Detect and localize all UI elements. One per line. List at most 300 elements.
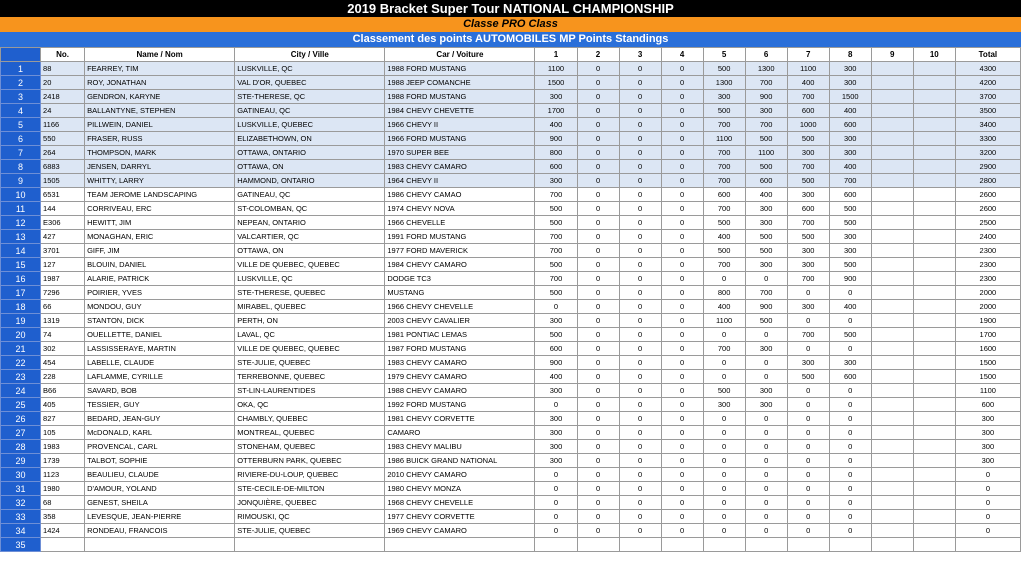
car-model-cell: 1981 PONTIAC LEMAS (385, 328, 535, 342)
rank-cell: 24 (1, 384, 41, 398)
round-4-points-cell: 0 (661, 188, 703, 202)
round-1-points-cell: 700 (535, 244, 577, 258)
rank-cell: 28 (1, 440, 41, 454)
column-header: Name / Nom (85, 48, 235, 62)
round-7-points-cell: 500 (787, 174, 829, 188)
round-2-points-cell: 0 (577, 118, 619, 132)
round-8-points-cell: 0 (829, 286, 871, 300)
round-5-points-cell: 700 (703, 258, 745, 272)
round-3-points-cell: 0 (619, 272, 661, 286)
round-9-points-cell (871, 62, 913, 76)
city-cell: LAVAL, QC (235, 328, 385, 342)
round-8-points-cell: 600 (829, 188, 871, 202)
round-2-points-cell (577, 538, 619, 552)
driver-name-cell: BLOUIN, DANIEL (85, 258, 235, 272)
round-9-points-cell (871, 426, 913, 440)
round-5-points-cell: 400 (703, 230, 745, 244)
round-9-points-cell (871, 342, 913, 356)
city-cell: LUSKVILLE, QC (235, 62, 385, 76)
round-7-points-cell: 500 (787, 370, 829, 384)
round-10-points-cell (913, 286, 955, 300)
total-points-cell: 1500 (955, 356, 1020, 370)
driver-name-cell: WHITTY, LARRY (85, 174, 235, 188)
round-7-points-cell: 700 (787, 160, 829, 174)
driver-name-cell: D'AMOUR, YOLAND (85, 482, 235, 496)
round-8-points-cell: 300 (829, 230, 871, 244)
table-row (1, 468, 1021, 482)
total-points-cell: 2000 (955, 300, 1020, 314)
total-points-cell: 2600 (955, 202, 1020, 216)
table-row (1, 314, 1021, 328)
column-header: 8 (829, 48, 871, 62)
car-number-cell: 1123 (41, 468, 85, 482)
round-2-points-cell: 0 (577, 426, 619, 440)
round-6-points-cell: 500 (745, 244, 787, 258)
rank-cell: 33 (1, 510, 41, 524)
round-5-points-cell: 1100 (703, 132, 745, 146)
rank-cell: 16 (1, 272, 41, 286)
round-3-points-cell: 0 (619, 258, 661, 272)
car-number-cell: 405 (41, 398, 85, 412)
round-9-points-cell (871, 258, 913, 272)
round-1-points-cell: 300 (535, 426, 577, 440)
round-4-points-cell: 0 (661, 146, 703, 160)
car-number-cell: B66 (41, 384, 85, 398)
car-number-cell: 827 (41, 412, 85, 426)
round-8-points-cell: 0 (829, 454, 871, 468)
round-1-points-cell: 300 (535, 454, 577, 468)
round-6-points-cell: 400 (745, 188, 787, 202)
round-5-points-cell: 0 (703, 510, 745, 524)
round-9-points-cell (871, 538, 913, 552)
round-5-points-cell: 500 (703, 216, 745, 230)
round-9-points-cell (871, 496, 913, 510)
total-points-cell: 1600 (955, 342, 1020, 356)
round-10-points-cell (913, 468, 955, 482)
car-model-cell: 2010 CHEVY CAMARO (385, 468, 535, 482)
driver-name-cell: CORRIVEAU, ERC (85, 202, 235, 216)
round-3-points-cell: 0 (619, 510, 661, 524)
table-row (1, 118, 1021, 132)
round-9-points-cell (871, 90, 913, 104)
table-row (1, 426, 1021, 440)
car-model-cell: 1988 FORD MUSTANG (385, 62, 535, 76)
round-10-points-cell (913, 146, 955, 160)
round-2-points-cell: 0 (577, 342, 619, 356)
round-7-points-cell: 0 (787, 286, 829, 300)
city-cell: OTTAWA, ON (235, 160, 385, 174)
table-row (1, 384, 1021, 398)
round-2-points-cell: 0 (577, 188, 619, 202)
round-1-points-cell: 300 (535, 314, 577, 328)
car-model-cell: DODGE TC3 (385, 272, 535, 286)
total-points-cell: 300 (955, 454, 1020, 468)
round-9-points-cell (871, 160, 913, 174)
round-2-points-cell: 0 (577, 524, 619, 538)
rank-cell: 15 (1, 258, 41, 272)
car-number-cell: 66 (41, 300, 85, 314)
city-cell: LUSKVILLE, QUEBEC (235, 118, 385, 132)
round-1-points-cell: 900 (535, 356, 577, 370)
round-8-points-cell: 0 (829, 412, 871, 426)
total-points-cell: 2300 (955, 258, 1020, 272)
round-3-points-cell: 0 (619, 216, 661, 230)
round-8-points-cell: 0 (829, 342, 871, 356)
table-row (1, 370, 1021, 384)
table-row (1, 104, 1021, 118)
round-7-points-cell: 300 (787, 258, 829, 272)
column-header: 1 (535, 48, 577, 62)
car-model-cell: 1983 CHEVY CAMARO (385, 160, 535, 174)
round-9-points-cell (871, 146, 913, 160)
driver-name-cell: TALBOT, SOPHIE (85, 454, 235, 468)
round-7-points-cell: 0 (787, 496, 829, 510)
round-9-points-cell (871, 384, 913, 398)
car-model-cell: 1966 FORD MUSTANG (385, 132, 535, 146)
total-points-cell: 0 (955, 468, 1020, 482)
round-8-points-cell: 400 (829, 160, 871, 174)
round-6-points-cell: 0 (745, 412, 787, 426)
city-cell: HAMMOND, ONTARIO (235, 174, 385, 188)
table-row (1, 160, 1021, 174)
rank-cell: 34 (1, 524, 41, 538)
round-10-points-cell (913, 454, 955, 468)
rank-cell: 22 (1, 356, 41, 370)
round-6-points-cell: 0 (745, 496, 787, 510)
round-5-points-cell: 0 (703, 468, 745, 482)
round-5-points-cell: 300 (703, 90, 745, 104)
table-row (1, 62, 1021, 76)
round-4-points-cell: 0 (661, 370, 703, 384)
round-6-points-cell: 1100 (745, 146, 787, 160)
driver-name-cell: GENEST, SHEILA (85, 496, 235, 510)
round-4-points-cell: 0 (661, 356, 703, 370)
car-number-cell: 127 (41, 258, 85, 272)
round-1-points-cell: 700 (535, 188, 577, 202)
round-4-points-cell: 0 (661, 174, 703, 188)
round-4-points-cell: 0 (661, 104, 703, 118)
round-10-points-cell (913, 104, 955, 118)
round-6-points-cell: 500 (745, 132, 787, 146)
round-9-points-cell (871, 328, 913, 342)
round-5-points-cell: 0 (703, 412, 745, 426)
car-model-cell: 1984 CHEVY CAMARO (385, 258, 535, 272)
round-9-points-cell (871, 286, 913, 300)
round-2-points-cell: 0 (577, 258, 619, 272)
driver-name-cell: LASSISSERAYE, MARTIN (85, 342, 235, 356)
round-9-points-cell (871, 244, 913, 258)
total-points-cell: 2300 (955, 244, 1020, 258)
round-5-points-cell: 500 (703, 62, 745, 76)
round-3-points-cell: 0 (619, 76, 661, 90)
total-points-cell: 600 (955, 398, 1020, 412)
rank-cell: 26 (1, 412, 41, 426)
car-number-cell: 1980 (41, 482, 85, 496)
car-model-cell: 1970 SUPER BEE (385, 146, 535, 160)
car-model-cell: 1966 CHEVELLE (385, 216, 535, 230)
round-4-points-cell: 0 (661, 454, 703, 468)
round-8-points-cell: 500 (829, 216, 871, 230)
header-row (1, 48, 1021, 62)
round-6-points-cell: 700 (745, 76, 787, 90)
round-8-points-cell: 0 (829, 398, 871, 412)
rank-cell: 6 (1, 132, 41, 146)
round-2-points-cell: 0 (577, 202, 619, 216)
table-row (1, 440, 1021, 454)
car-model-cell: CAMARO (385, 426, 535, 440)
round-2-points-cell: 0 (577, 160, 619, 174)
round-10-points-cell (913, 482, 955, 496)
round-6-points-cell: 900 (745, 300, 787, 314)
round-3-points-cell: 0 (619, 440, 661, 454)
round-2-points-cell: 0 (577, 244, 619, 258)
car-model-cell: 1986 BUICK GRAND NATIONAL (385, 454, 535, 468)
round-3-points-cell: 0 (619, 370, 661, 384)
column-header: Car / Voiture (385, 48, 535, 62)
round-5-points-cell: 0 (703, 496, 745, 510)
driver-name-cell (85, 538, 235, 552)
car-model-cell: 1968 CHEVY CHEVELLE (385, 496, 535, 510)
car-model-cell: 1992 FORD MUSTANG (385, 398, 535, 412)
round-2-points-cell: 0 (577, 356, 619, 370)
round-10-points-cell (913, 440, 955, 454)
rank-cell: 14 (1, 244, 41, 258)
round-4-points-cell (661, 538, 703, 552)
table-row (1, 146, 1021, 160)
round-10-points-cell (913, 426, 955, 440)
table-row (1, 230, 1021, 244)
round-1-points-cell: 300 (535, 90, 577, 104)
round-8-points-cell: 900 (829, 272, 871, 286)
round-7-points-cell: 0 (787, 482, 829, 496)
rank-cell: 3 (1, 90, 41, 104)
round-10-points-cell (913, 328, 955, 342)
round-1-points-cell: 500 (535, 328, 577, 342)
round-6-points-cell: 0 (745, 370, 787, 384)
driver-name-cell: PROVENCAL, CARL (85, 440, 235, 454)
car-number-cell: 302 (41, 342, 85, 356)
car-model-cell: 1987 FORD MUSTANG (385, 342, 535, 356)
driver-name-cell: FRASER, RUSS (85, 132, 235, 146)
round-7-points-cell: 0 (787, 398, 829, 412)
round-9-points-cell (871, 132, 913, 146)
round-8-points-cell: 1500 (829, 90, 871, 104)
round-1-points-cell: 300 (535, 412, 577, 426)
round-2-points-cell: 0 (577, 146, 619, 160)
table-row (1, 510, 1021, 524)
round-8-points-cell: 0 (829, 482, 871, 496)
round-7-points-cell: 400 (787, 76, 829, 90)
round-8-points-cell: 600 (829, 118, 871, 132)
driver-name-cell: TEAM JEROME LANDSCAPING (85, 188, 235, 202)
car-model-cell: 1984 CHEVY CHEVETTE (385, 104, 535, 118)
round-5-points-cell: 0 (703, 370, 745, 384)
rank-cell: 30 (1, 468, 41, 482)
round-10-points-cell (913, 174, 955, 188)
total-points-cell: 2400 (955, 230, 1020, 244)
round-2-points-cell: 0 (577, 370, 619, 384)
driver-name-cell: ALARIE, PATRICK (85, 272, 235, 286)
round-5-points-cell: 300 (703, 398, 745, 412)
total-points-cell: 1500 (955, 370, 1020, 384)
driver-name-cell: MONDOU, GUY (85, 300, 235, 314)
driver-name-cell: BALLANTYNE, STEPHEN (85, 104, 235, 118)
round-5-points-cell (703, 538, 745, 552)
round-4-points-cell: 0 (661, 216, 703, 230)
table-row (1, 538, 1021, 552)
car-model-cell: 1977 FORD MAVERICK (385, 244, 535, 258)
round-1-points-cell: 400 (535, 370, 577, 384)
city-cell: OTTAWA, ON (235, 244, 385, 258)
car-number-cell: 454 (41, 356, 85, 370)
rank-cell: 18 (1, 300, 41, 314)
round-7-points-cell: 1100 (787, 62, 829, 76)
total-points-cell: 3500 (955, 104, 1020, 118)
rank-cell: 5 (1, 118, 41, 132)
round-3-points-cell: 0 (619, 160, 661, 174)
round-5-points-cell: 1100 (703, 314, 745, 328)
round-8-points-cell: 300 (829, 146, 871, 160)
round-4-points-cell: 0 (661, 496, 703, 510)
driver-name-cell: STANTON, DICK (85, 314, 235, 328)
car-model-cell: 1977 CHEVY CORVETTE (385, 510, 535, 524)
round-8-points-cell: 700 (829, 174, 871, 188)
round-2-points-cell: 0 (577, 440, 619, 454)
round-3-points-cell: 0 (619, 202, 661, 216)
round-7-points-cell: 700 (787, 328, 829, 342)
round-10-points-cell (913, 202, 955, 216)
driver-name-cell: McDONALD, KARL (85, 426, 235, 440)
round-8-points-cell: 0 (829, 468, 871, 482)
car-model-cell: 1983 CHEVY CAMARO (385, 356, 535, 370)
round-4-points-cell: 0 (661, 90, 703, 104)
rank-cell: 10 (1, 188, 41, 202)
driver-name-cell: LEVESQUE, JEAN-PIERRE (85, 510, 235, 524)
round-4-points-cell: 0 (661, 440, 703, 454)
driver-name-cell: RONDEAU, FRANCOIS (85, 524, 235, 538)
round-4-points-cell: 0 (661, 426, 703, 440)
car-number-cell: 6531 (41, 188, 85, 202)
round-3-points-cell: 0 (619, 314, 661, 328)
total-points-cell: 2600 (955, 188, 1020, 202)
round-4-points-cell: 0 (661, 384, 703, 398)
car-number-cell: E306 (41, 216, 85, 230)
round-4-points-cell: 0 (661, 510, 703, 524)
round-6-points-cell: 0 (745, 328, 787, 342)
round-10-points-cell (913, 272, 955, 286)
round-3-points-cell: 0 (619, 426, 661, 440)
round-7-points-cell: 300 (787, 300, 829, 314)
column-header: 7 (787, 48, 829, 62)
round-8-points-cell: 500 (829, 328, 871, 342)
round-5-points-cell: 0 (703, 272, 745, 286)
round-9-points-cell (871, 356, 913, 370)
round-5-points-cell: 700 (703, 146, 745, 160)
round-9-points-cell (871, 370, 913, 384)
city-cell: ELIZABETHOWN, ON (235, 132, 385, 146)
round-7-points-cell: 300 (787, 244, 829, 258)
round-4-points-cell: 0 (661, 482, 703, 496)
round-7-points-cell: 0 (787, 412, 829, 426)
round-6-points-cell: 900 (745, 90, 787, 104)
rank-cell: 7 (1, 146, 41, 160)
round-4-points-cell: 0 (661, 62, 703, 76)
round-2-points-cell: 0 (577, 174, 619, 188)
round-6-points-cell: 0 (745, 510, 787, 524)
car-model-cell: 1981 CHEVY CORVETTE (385, 412, 535, 426)
total-points-cell: 3700 (955, 90, 1020, 104)
round-1-points-cell: 500 (535, 202, 577, 216)
round-2-points-cell: 0 (577, 62, 619, 76)
car-number-cell: 24 (41, 104, 85, 118)
table-row (1, 272, 1021, 286)
round-4-points-cell: 0 (661, 300, 703, 314)
round-7-points-cell: 0 (787, 314, 829, 328)
city-cell: PERTH, ON (235, 314, 385, 328)
city-cell: ST-COLOMBAN, QC (235, 202, 385, 216)
round-5-points-cell: 0 (703, 482, 745, 496)
column-header: 10 (913, 48, 955, 62)
round-1-points-cell: 600 (535, 342, 577, 356)
total-points-cell (955, 538, 1020, 552)
round-6-points-cell: 300 (745, 104, 787, 118)
table-row (1, 524, 1021, 538)
table-row (1, 286, 1021, 300)
round-9-points-cell (871, 202, 913, 216)
car-number-cell: 6883 (41, 160, 85, 174)
city-cell: GATINEAU, QC (235, 104, 385, 118)
total-points-cell: 2500 (955, 216, 1020, 230)
round-5-points-cell: 500 (703, 384, 745, 398)
round-8-points-cell: 0 (829, 496, 871, 510)
car-model-cell: 1969 CHEVY CAMARO (385, 524, 535, 538)
city-cell: LUSKVILLE, QC (235, 272, 385, 286)
round-4-points-cell: 0 (661, 160, 703, 174)
round-9-points-cell (871, 104, 913, 118)
driver-name-cell: TESSIER, GUY (85, 398, 235, 412)
round-9-points-cell (871, 524, 913, 538)
car-model-cell: 1986 CHEVY CAMAO (385, 188, 535, 202)
round-8-points-cell: 0 (829, 314, 871, 328)
round-7-points-cell: 0 (787, 468, 829, 482)
round-2-points-cell: 0 (577, 230, 619, 244)
car-model-cell: 1964 CHEVY II (385, 174, 535, 188)
round-4-points-cell: 0 (661, 468, 703, 482)
table-row (1, 342, 1021, 356)
car-model-cell: MUSTANG (385, 286, 535, 300)
table-row (1, 356, 1021, 370)
car-number-cell: 74 (41, 328, 85, 342)
round-6-points-cell: 300 (745, 384, 787, 398)
column-header: 4 (661, 48, 703, 62)
round-3-points-cell: 0 (619, 384, 661, 398)
round-7-points-cell: 0 (787, 342, 829, 356)
city-cell: JONQUIÈRE, QUEBEC (235, 496, 385, 510)
round-5-points-cell: 400 (703, 300, 745, 314)
city-cell: MIRABEL, QUEBEC (235, 300, 385, 314)
round-5-points-cell: 0 (703, 356, 745, 370)
round-6-points-cell: 500 (745, 230, 787, 244)
driver-name-cell: ROY, JONATHAN (85, 76, 235, 90)
total-points-cell: 0 (955, 510, 1020, 524)
round-6-points-cell: 0 (745, 272, 787, 286)
city-cell: VAL D'OR, QUEBEC (235, 76, 385, 90)
round-10-points-cell (913, 496, 955, 510)
column-header: 2 (577, 48, 619, 62)
round-7-points-cell: 600 (787, 104, 829, 118)
round-1-points-cell: 600 (535, 160, 577, 174)
round-10-points-cell (913, 384, 955, 398)
